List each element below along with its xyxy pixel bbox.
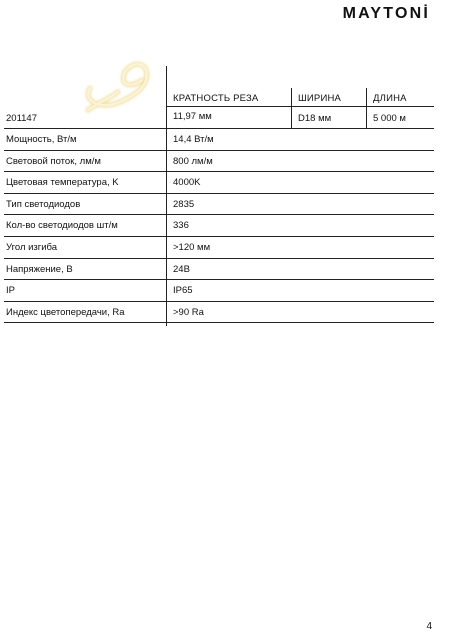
- spec-value: 24В: [173, 263, 190, 275]
- header-width: ШИРИНА: [298, 93, 342, 104]
- led-strip-image: [80, 58, 158, 116]
- column-divider: [366, 88, 367, 128]
- article-number: 201147: [6, 113, 37, 124]
- spec-value: 2835: [173, 198, 195, 210]
- cut-multiplicity-value: 11,97 мм: [173, 111, 212, 122]
- page-number: 4: [426, 621, 432, 632]
- divider: [4, 128, 434, 129]
- width-value: D18 мм: [298, 113, 332, 124]
- spec-value: >90 Ra: [173, 306, 204, 318]
- spec-value: 4000K: [173, 177, 201, 189]
- header-cut-multiplicity: КРАТНОСТЬ РЕЗА: [173, 93, 259, 104]
- row-divider: [4, 322, 434, 323]
- row-divider: [4, 150, 434, 151]
- row-divider: [4, 236, 434, 237]
- column-divider: [291, 88, 292, 128]
- spec-label: Цветовая температура, K: [6, 177, 119, 189]
- header-length: ДЛИНА: [373, 93, 407, 104]
- spec-value: IP65: [173, 285, 193, 297]
- spec-label: Кол-во светодиодов шт/м: [6, 220, 118, 232]
- spec-label: IP: [6, 285, 15, 297]
- spec-label: Мощность, Вт/м: [6, 134, 77, 145]
- spec-value: >120 мм: [173, 242, 211, 253]
- row-divider: [4, 258, 434, 259]
- length-value: 5 000 м: [373, 113, 406, 124]
- row-divider: [4, 214, 434, 215]
- spec-label: Индекс цветопередачи, Ra: [6, 306, 125, 318]
- row-divider: [4, 279, 434, 280]
- spec-value: 800 лм/м: [173, 155, 213, 167]
- spec-label: Напряжение, В: [6, 263, 73, 275]
- logo: MAYTONİ: [342, 5, 430, 22]
- row-divider: [4, 193, 434, 194]
- spec-label: Тип светодиодов: [6, 198, 81, 210]
- column-divider: [166, 66, 167, 326]
- divider: [166, 106, 434, 107]
- row-divider: [4, 301, 434, 302]
- row-divider: [4, 171, 434, 172]
- spec-value: 14,4 Вт/м: [173, 134, 214, 145]
- spec-label: Угол изгиба: [6, 242, 58, 253]
- spec-value: 336: [173, 220, 189, 232]
- spec-label: Световой поток, лм/м: [6, 155, 101, 167]
